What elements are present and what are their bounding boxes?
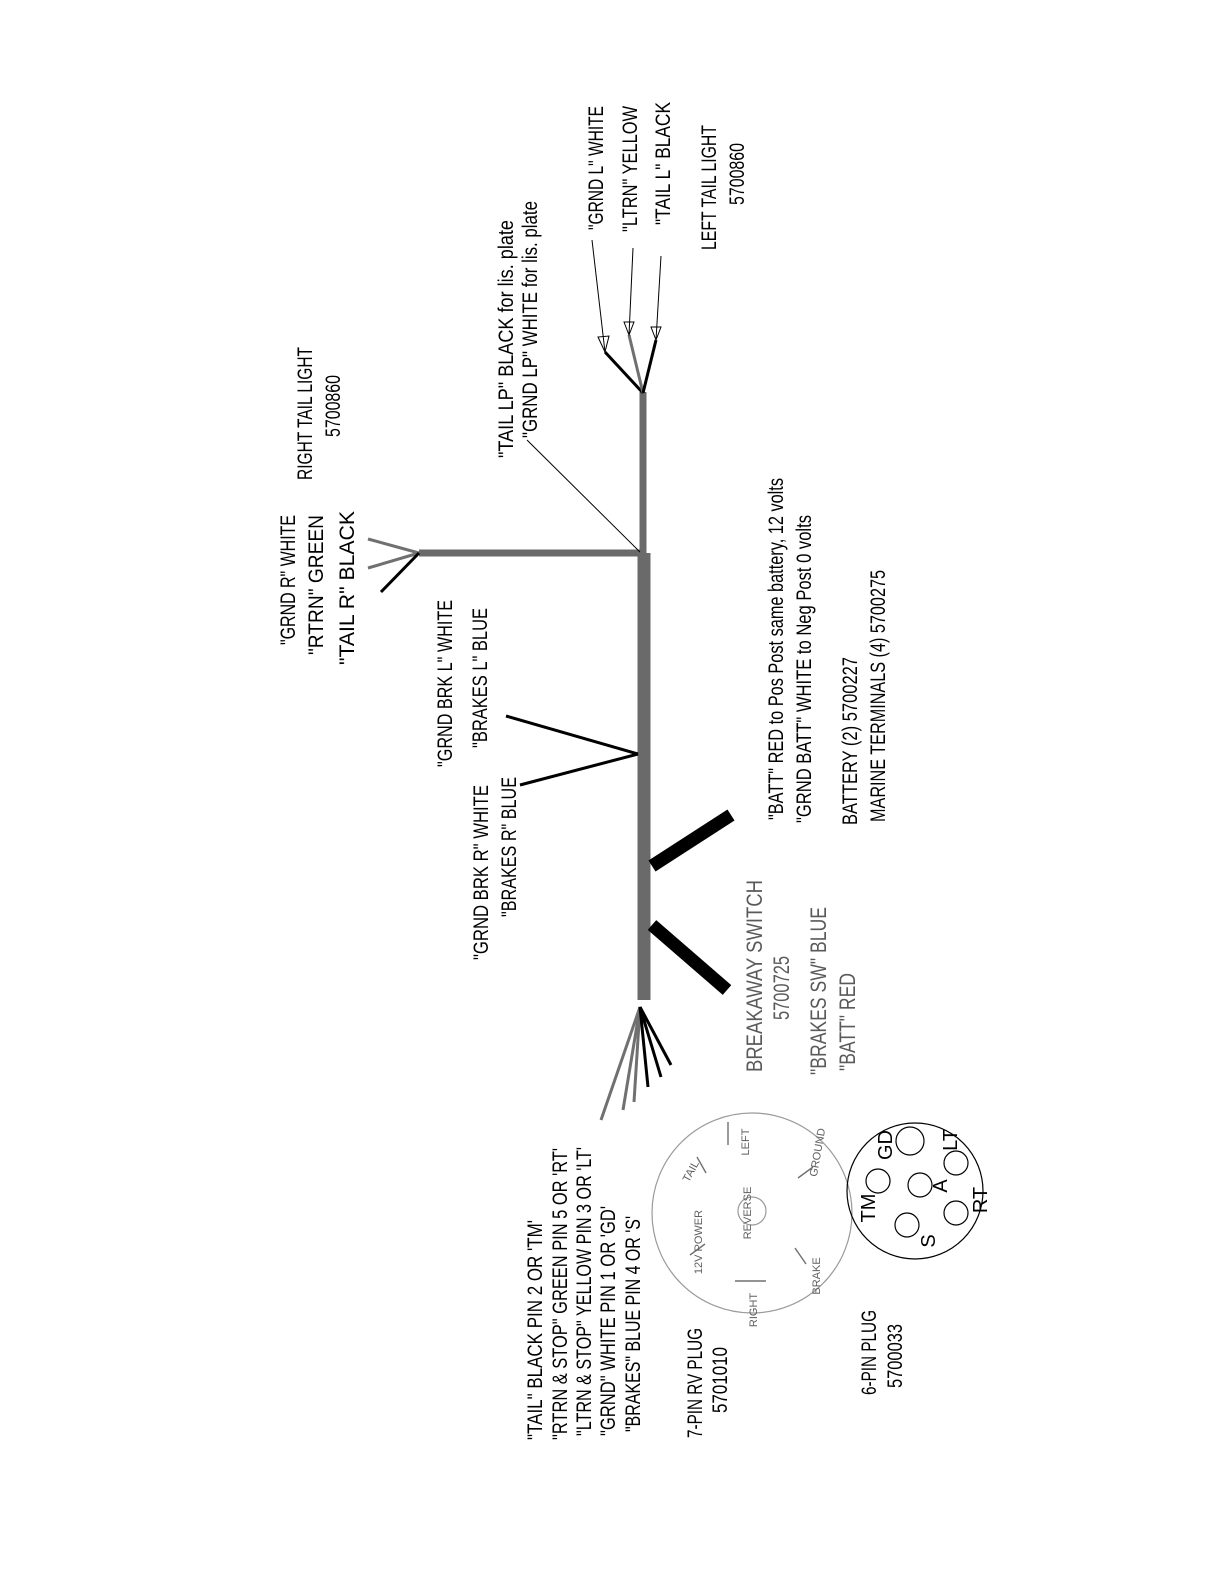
battery-part: BATTERY (2) 5700227 [839, 611, 862, 825]
plug6-pin-lt: LT [940, 1129, 962, 1151]
plug-fanout-wires [601, 1007, 671, 1120]
plug7-pin-power: 12V POWER [693, 1209, 705, 1275]
plug-wire-grnd: "GRND" WHITE PIN 1 OR 'GD' [597, 1144, 620, 1436]
license-plate-grnd: "GRND LP" WHITE for lis. plate [519, 143, 542, 438]
right-tail-wire-rtrn: "RTRN" GREEN [305, 501, 328, 655]
plug-wire-rtrn: "RTRN & STOP" GREEN PIN 5 OR 'RT' [549, 1067, 572, 1440]
plug7-pin-tail: TAIL [680, 1158, 702, 1185]
right-tail-wire-grnd: "GRND R" WHITE [277, 473, 300, 645]
plug-wire-ltrn: "LTRN & STOP" YELLOW PIN 3 OR 'LT' [573, 1059, 596, 1436]
left-tail-wires [592, 240, 661, 393]
plug6-face [847, 1123, 992, 1259]
battery-note-neg: "GRND BATT" WHITE to Neg Post 0 volts [793, 432, 816, 823]
plug-wire-brakes: "BRAKES" BLUE PIN 4 OR 'S' [622, 1147, 645, 1432]
battery-note-pos: "BATT" RED to Pos Post same battery, 12 volts [765, 379, 788, 820]
plug6-title: 6-PIN PLUG [858, 1278, 881, 1395]
right-tail-light-part: 5700860 [322, 355, 345, 437]
plug6-pin-s: S [918, 1234, 940, 1248]
breakaway-switch-part: 5700725 [769, 934, 794, 1020]
license-plate-leader [527, 440, 640, 552]
plug7-pin-ground: GROUND [807, 1127, 829, 1178]
left-tail-wire-grnd: "GRND L" WHITE [585, 62, 608, 230]
plug6-part: 5700033 [884, 1306, 907, 1388]
brakes-right-grnd: "GRND BRK R" WHITE [470, 739, 493, 960]
brake-wires [506, 716, 638, 785]
right-tail-wires [368, 539, 419, 592]
plug6-pin-gd: GD [875, 1130, 897, 1160]
right-tail-light-title: RIGHT TAIL LIGHT [294, 299, 317, 480]
plug7-part: 5701010 [709, 1331, 732, 1413]
plug7-face [652, 1113, 852, 1327]
plug7-pin-right: RIGHT [748, 1292, 760, 1328]
plug7-pin-brake: BRAKE [811, 1257, 823, 1295]
plug6-pin-tm: TM [858, 1193, 880, 1223]
plug-wire-tail: "TAIL" BLACK PIN 2 OR 'TM' [524, 1167, 547, 1440]
brakes-left-blue: "BRAKES L" BLUE [469, 569, 492, 748]
brakes-right-blue: "BRAKES R" BLUE [498, 735, 521, 917]
breakaway-wire-brakes-sw: "BRAKES SW" BLUE [806, 864, 831, 1075]
plug6-pin-a: A [930, 1179, 952, 1193]
plug6-pin-rt: RT [970, 1186, 992, 1214]
breakaway-wire-batt: "BATT" RED [835, 948, 860, 1071]
left-tail-wire-ltrn: "LTRN" YELLOW [619, 70, 642, 232]
left-tail-wire-tail: "TAIL L" BLACK [652, 75, 675, 225]
plug7-title: 7-PIN RV PLUG [684, 1286, 707, 1438]
plug7-pin-reverse: REVERSE [742, 1186, 754, 1240]
right-tail-wire-tail: "TAIL R" BLACK [336, 512, 359, 665]
breakaway-switch-title: BREAKAWAY SWITCH [742, 843, 767, 1072]
license-plate-tail: "TAIL LP" BLACK for lis. plate [495, 181, 518, 458]
brakes-left-grnd: "GRND BRK L" WHITE [434, 550, 457, 767]
left-tail-light-part: 5700860 [726, 123, 749, 205]
marine-terminals-part: MARINE TERMINALS (4) 5700275 [867, 495, 890, 822]
plug7-pin-left: LEFT [740, 1128, 752, 1156]
battery-breakaway-wires [652, 815, 731, 990]
left-tail-light-title: LEFT TAIL LIGHT [698, 83, 721, 250]
